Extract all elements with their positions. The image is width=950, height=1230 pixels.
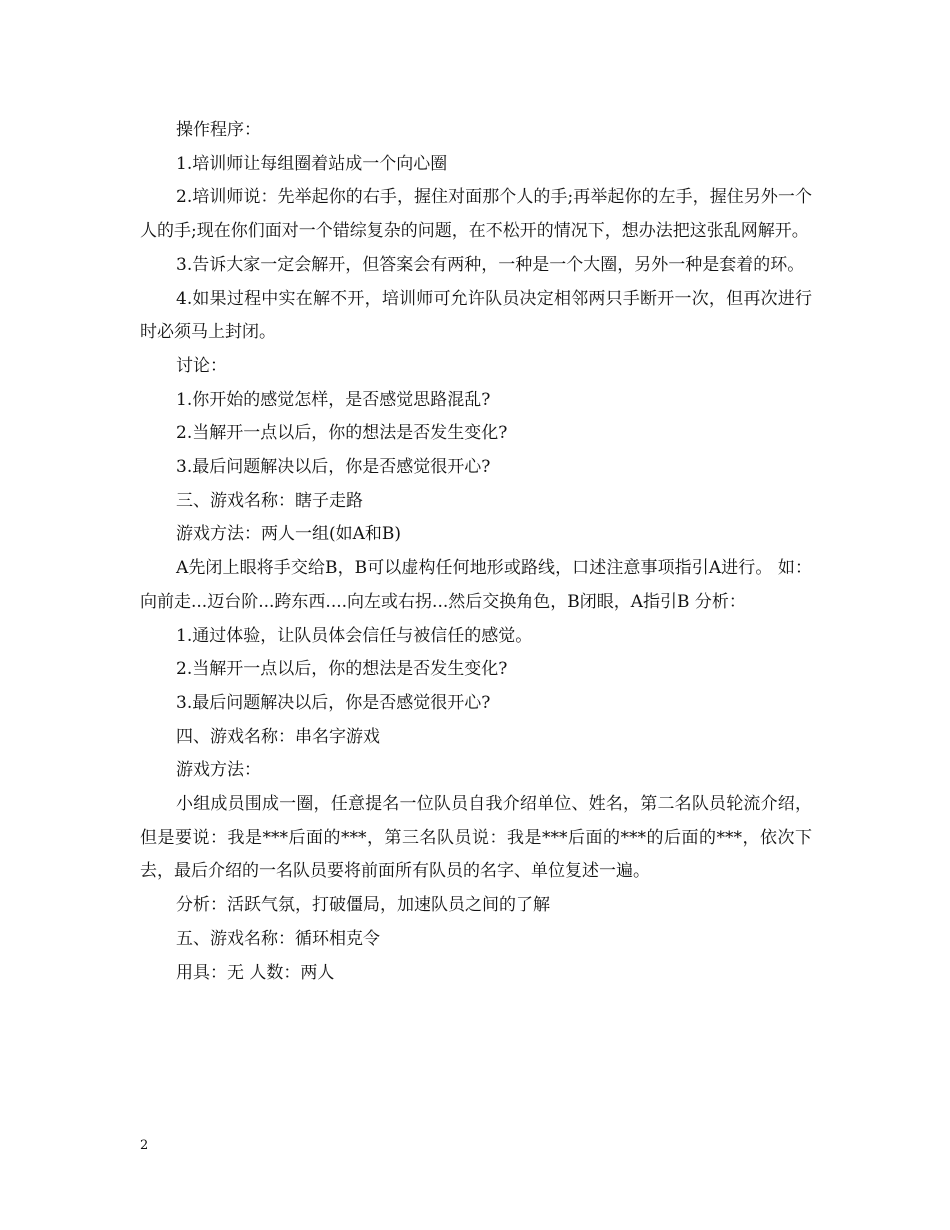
- analysis-point-3: 3.最后问题解决以后，你是否感觉很开心?: [176, 692, 491, 713]
- discussion-question-1: 1.你开始的感觉怎样，是否感觉思路混乱?: [176, 389, 491, 410]
- discussion-question-2: 2.当解开一点以后，你的想法是否发生变化?: [176, 423, 508, 444]
- document-body: [140, 114, 812, 990]
- section-heading-blind-walk: 三、游戏名称：瞎子走路: [176, 490, 363, 511]
- analysis-point-2: 2.当解开一点以后，你的想法是否发生变化?: [176, 659, 508, 680]
- heading-discussion: 讨论：: [176, 355, 227, 376]
- section-heading-name-chain: 四、游戏名称：串名字游戏: [176, 726, 380, 747]
- heading-procedure: 操作程序：: [176, 120, 261, 140]
- discussion-question-3: 3.最后问题解决以后，你是否感觉很开心?: [176, 457, 491, 478]
- procedure-step-4: 4.如果过程中实在解不开，培训师可允许队员决定相邻两只手断开一次，但再次进行时必须马上封闭。: [140, 288, 812, 343]
- procedure-step-2: 2.培训师说：先举起你的右手，握住对面那个人的手;再举起你的左手，握住另外一个人的手;现在你们面对一个错综复杂的问题，在不松开的情况下，想办法把这张乱网解开。: [140, 187, 812, 242]
- cycle-game-requirements: 用具：无 人数：两人: [176, 962, 335, 983]
- name-chain-method-label: 游戏方法：: [176, 760, 261, 781]
- page-number: 2: [140, 1138, 149, 1153]
- blind-walk-method: 游戏方法：两人一组(如A和B): [176, 524, 402, 545]
- name-chain-description: 小组成员围成一圈，任意提名一位队员自我介绍单位、姓名，第二名队员轮流介绍，但是要说：我是***后面的***，第三名队员说：我是***后面的***的后面的***，依次下去，最后介绍的一名队员要将前面所有队员的名字、单位复述一遍。: [140, 794, 812, 882]
- procedure-step-1: 1.培训师让每组圈着站成一个向心圈: [176, 153, 448, 174]
- analysis-point-1: 1.通过体验，让队员体会信任与被信任的感觉。: [176, 625, 533, 646]
- section-heading-cycle-game: 五、游戏名称：循环相克令: [176, 928, 380, 949]
- blind-walk-description: A先闭上眼将手交给B，B可以虚构任何地形或路线，口述注意事项指引A进行。 如：向前走...迈台阶...跨东西....向左或右拐...然后交换角色，B闭眼，A指引B 分析：: [140, 558, 812, 612]
- name-chain-analysis: 分析：活跃气氛，打破僵局，加速队员之间的了解: [176, 895, 550, 916]
- procedure-step-3: 3.告诉大家一定会解开，但答案会有两种，一种是一个大圈，另外一种是套着的环。: [176, 254, 805, 275]
